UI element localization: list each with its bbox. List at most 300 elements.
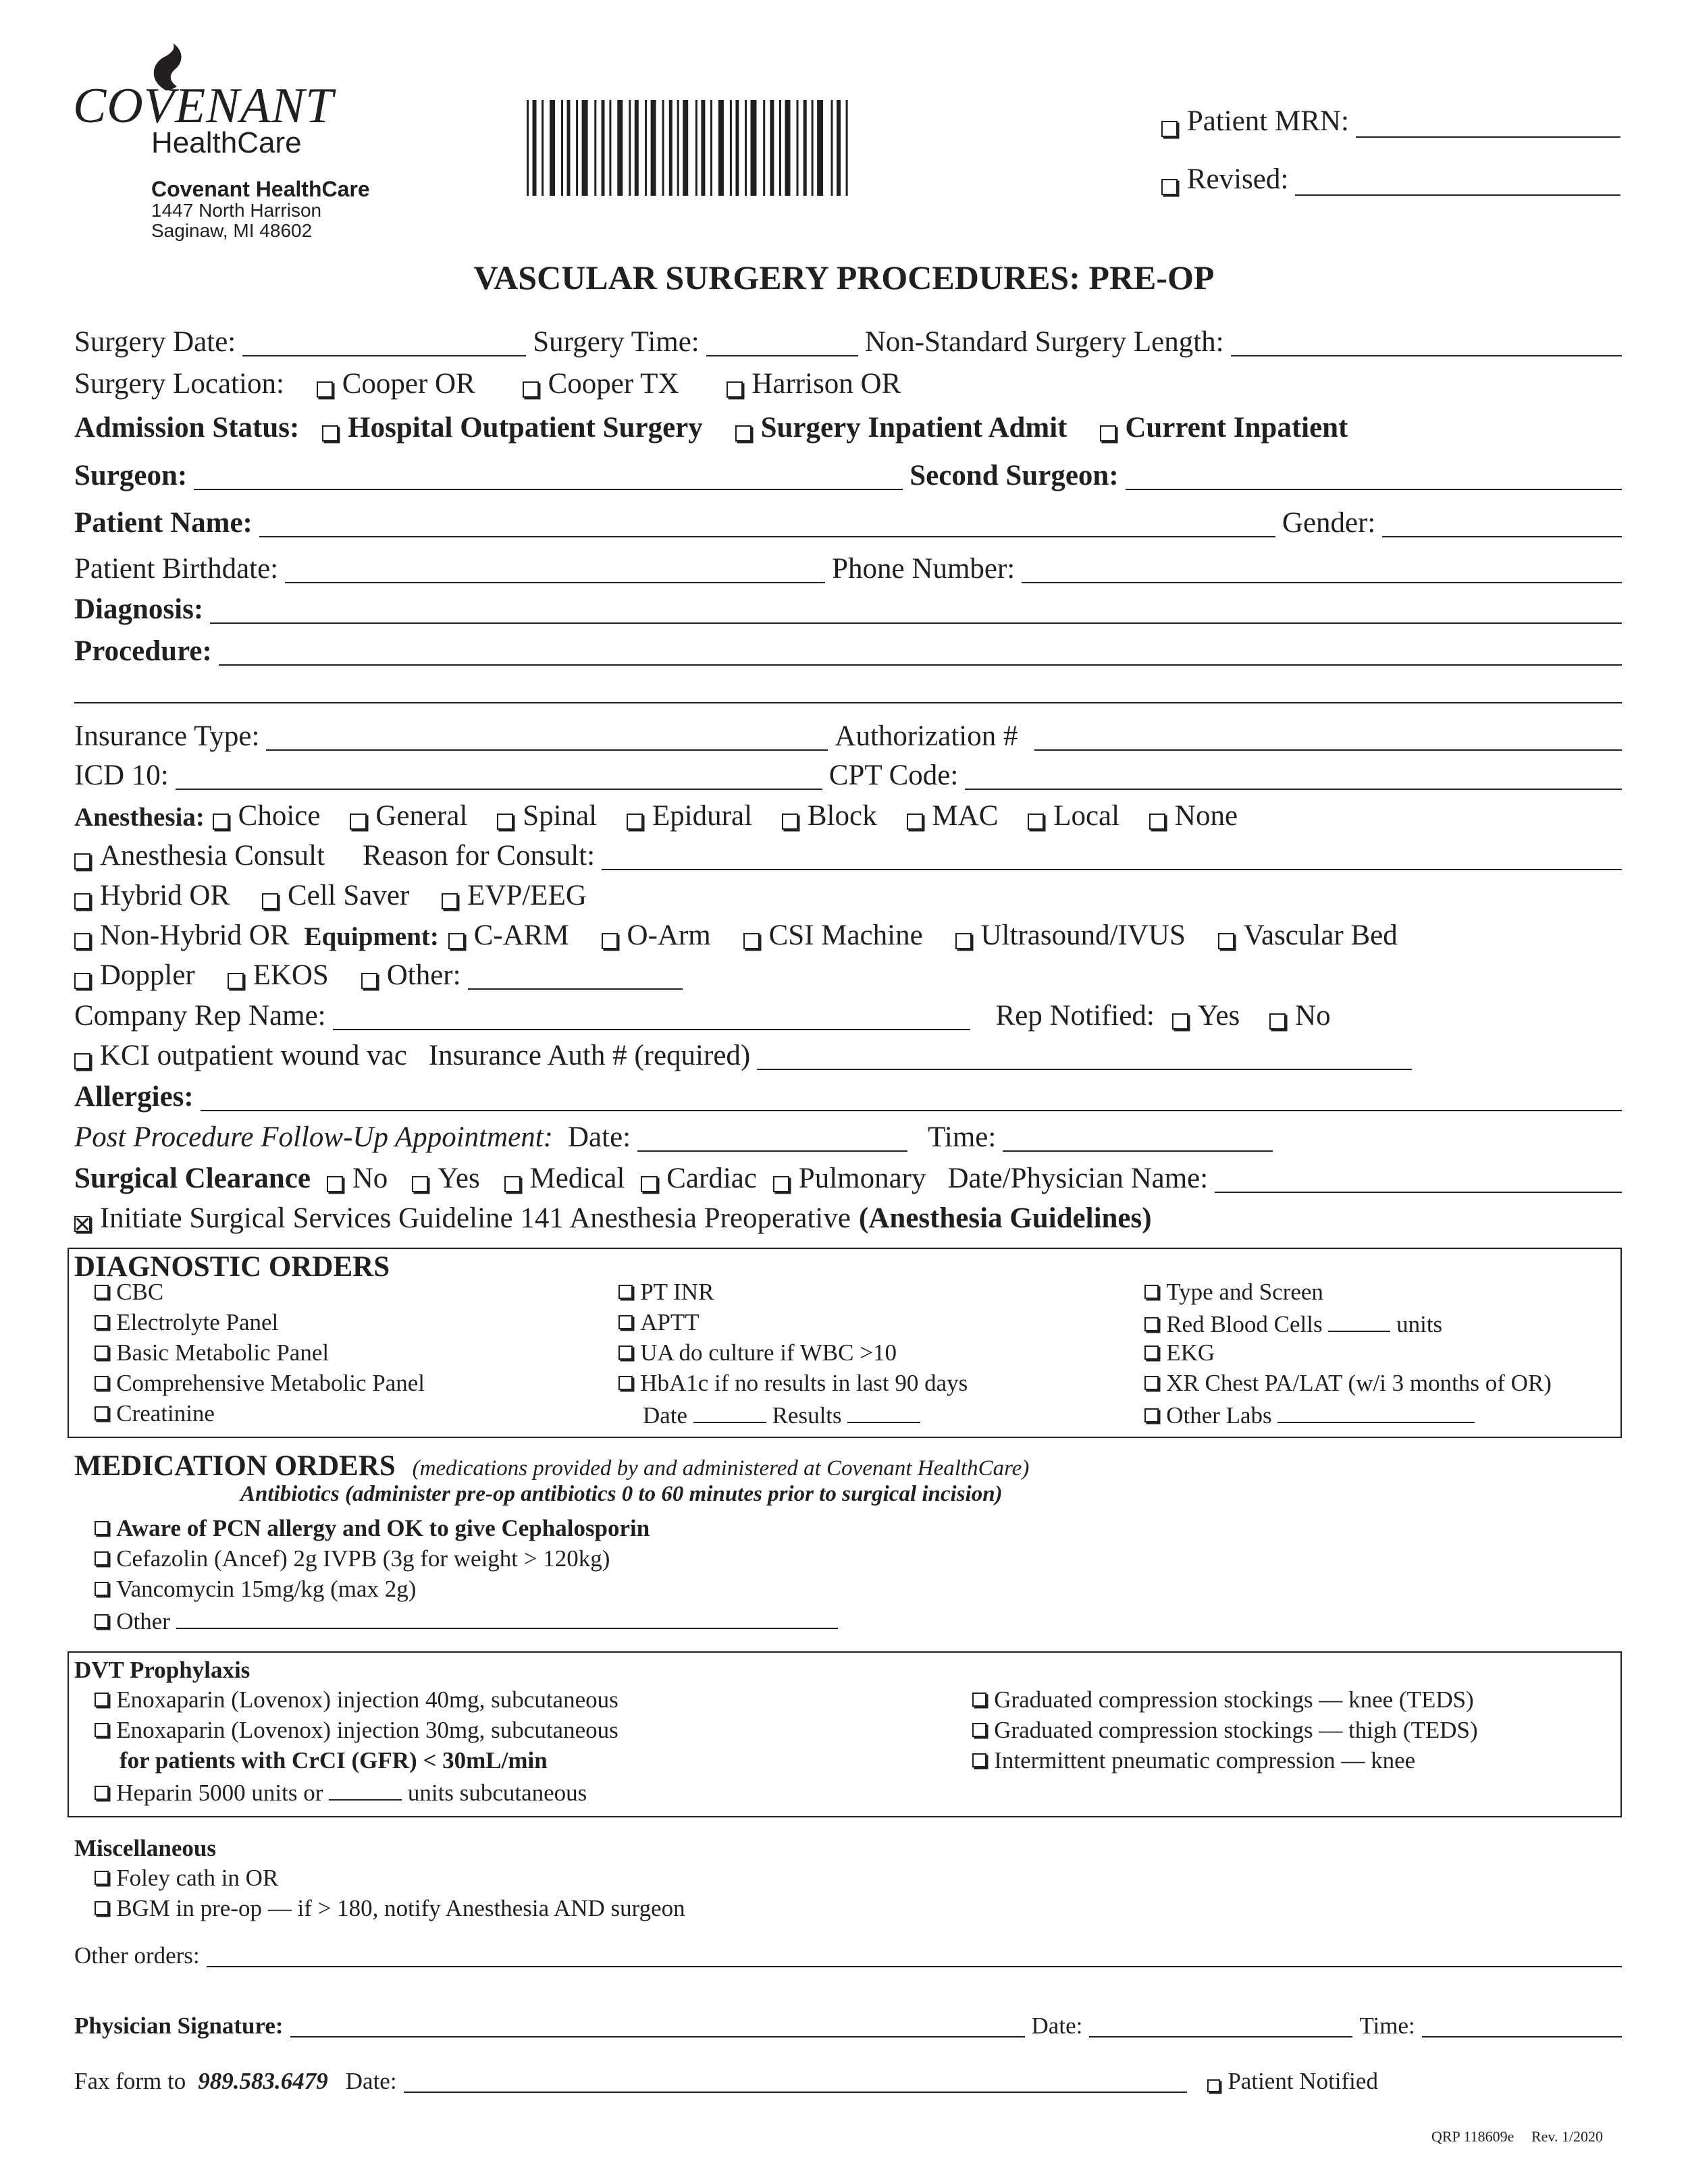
diag-electrolyte-checkbox[interactable] <box>95 1315 109 1329</box>
diag-electrolyte-label: Electrolyte Panel <box>116 1309 279 1335</box>
insurance-auth-label: Insurance Auth # (required) <box>428 1040 751 1071</box>
barcode-bar <box>763 100 765 196</box>
signature-date-label: Date: <box>1031 2013 1083 2039</box>
fax-number: 989.583.6479 <box>198 2068 328 2094</box>
med-other-line[interactable] <box>176 1607 838 1629</box>
med-other[interactable] <box>95 1607 838 1633</box>
anesthesia-local-label: Local <box>1053 800 1120 832</box>
evp-eeg-checkbox[interactable] <box>442 893 458 909</box>
diag-aptt[interactable] <box>618 1310 700 1334</box>
cell-saver-label: Cell Saver <box>287 880 410 911</box>
row-anesthesia-consult <box>74 834 1622 870</box>
diag-creatinine-checkbox[interactable] <box>95 1406 109 1420</box>
admission-outpatient-label: Hospital Outpatient Surgery <box>348 412 703 444</box>
kci-checkbox[interactable] <box>74 1053 90 1069</box>
admission-inpatient-admit-label: Surgery Inpatient Admit <box>760 412 1067 444</box>
insurance-type-label: Insurance Type: <box>74 720 260 752</box>
barcode-bar <box>602 100 605 196</box>
barcode-bar <box>609 100 611 196</box>
admission-outpatient-checkbox[interactable] <box>322 425 338 442</box>
diag-creatinine[interactable] <box>95 1402 215 1425</box>
admission-current-inpatient-label: Current Inpatient <box>1125 412 1348 444</box>
dvt-stockings-knee-label: Graduated compression stockings — knee (TEDS) <box>994 1686 1474 1713</box>
barcode-bar <box>730 100 732 196</box>
birthdate-line[interactable] <box>285 558 825 583</box>
barcode-bar <box>617 100 623 196</box>
row-surgeon <box>74 454 1622 490</box>
diag-ua[interactable] <box>618 1341 897 1364</box>
med-cefazolin-checkbox[interactable] <box>95 1551 109 1566</box>
barcode-bar <box>677 100 679 196</box>
rep-notified-yes-label: Yes <box>1197 1000 1240 1032</box>
med-aware-pcn[interactable] <box>95 1516 650 1540</box>
initiate-guideline-label: Initiate Surgical Services Guideline 141 Anesthesia Preoperative <box>99 1202 851 1234</box>
clearance-no-checkbox[interactable] <box>327 1176 343 1192</box>
barcode-bar <box>812 100 814 196</box>
ekos-label: EKOS <box>253 959 329 991</box>
diag-type-screen-label: Type and Screen <box>1166 1279 1323 1305</box>
row-fax <box>74 2060 1622 2093</box>
row-anesthesia <box>74 794 1622 830</box>
barcode-bar <box>645 100 647 196</box>
dvt-pneumatic-checkbox[interactable] <box>972 1753 986 1767</box>
surgery-time-label: Surgery Time: <box>533 326 700 358</box>
follow-up-time-label: Time: <box>928 1121 997 1153</box>
rep-notified-yes-checkbox[interactable] <box>1172 1013 1188 1030</box>
other-equipment-checkbox[interactable] <box>361 973 377 989</box>
barcode-bar <box>710 100 712 196</box>
other-orders-line[interactable] <box>207 1946 1622 1967</box>
diagnostic-orders-title: DIAGNOSTIC ORDERS <box>74 1251 390 1283</box>
initiate-guideline-checkbox[interactable] <box>74 1216 90 1232</box>
dvt-heparin-units-line[interactable] <box>329 1779 402 1801</box>
anesthesia-mac-label: MAC <box>932 800 999 832</box>
birthdate-label: Patient Birthdate: <box>74 553 279 585</box>
signature-time-line[interactable] <box>1422 2016 1622 2037</box>
admission-current-inpatient-checkbox[interactable] <box>1100 425 1116 442</box>
diag-rbc-label: Red Blood Cells <box>1166 1311 1323 1337</box>
diag-type-screen[interactable] <box>1144 1280 1323 1304</box>
barcode-bar <box>701 100 705 196</box>
clearance-medical-label: Medical <box>529 1163 625 1194</box>
diag-electrolyte[interactable] <box>95 1310 278 1334</box>
clearance-no-label: No <box>352 1163 388 1194</box>
surgery-time-line[interactable] <box>706 331 858 356</box>
medication-orders-title: MEDICATION ORDERS <box>74 1450 396 1482</box>
reason-for-consult-line[interactable] <box>602 845 1622 870</box>
dvt-crci-note: for patients with CrCI (GFR) < 30mL/min <box>120 1747 548 1774</box>
icd10-line[interactable] <box>176 764 822 790</box>
row-equipment <box>74 913 1622 950</box>
follow-up-date-line[interactable] <box>637 1126 907 1152</box>
barcode-bar <box>803 100 807 196</box>
diag-cbc-label: CBC <box>116 1279 164 1305</box>
equipment-carm-checkbox[interactable] <box>448 933 465 949</box>
row-hybrid <box>74 874 1622 910</box>
gender-line[interactable] <box>1382 512 1622 537</box>
diag-other-labs-checkbox[interactable] <box>1144 1408 1159 1422</box>
evp-eeg-label: EVP/EEG <box>467 880 587 911</box>
barcode-bar <box>745 100 747 196</box>
patient-mrn-field[interactable] <box>1161 101 1620 138</box>
row-surgery-location <box>74 362 1622 398</box>
diag-pt-inr[interactable] <box>618 1280 714 1304</box>
row-surgery-date <box>74 320 1622 356</box>
diag-cmp-checkbox[interactable] <box>95 1376 109 1390</box>
row-company-rep <box>74 994 1622 1030</box>
patient-mrn-line[interactable] <box>1356 112 1620 138</box>
form-revision: Rev. 1/2020 <box>1531 2128 1604 2145</box>
barcode-bar <box>718 100 724 196</box>
dvt-heparin-checkbox[interactable] <box>95 1786 109 1800</box>
barcode-bar <box>846 100 848 196</box>
allergies-line[interactable] <box>201 1086 1622 1111</box>
patient-notified-label: Patient Notified <box>1228 2068 1378 2094</box>
patient-mrn-checkbox[interactable] <box>1161 121 1178 137</box>
barcode-bar <box>594 100 596 196</box>
med-vancomycin[interactable] <box>95 1577 416 1601</box>
dvt-title: DVT Prophylaxis <box>74 1657 250 1683</box>
physician-signature-label: Physician Signature: <box>74 2013 284 2039</box>
diag-xr-chest-checkbox[interactable] <box>1144 1376 1159 1390</box>
diagnosis-label: Diagnosis: <box>74 593 204 625</box>
surgery-date-line[interactable] <box>242 331 526 356</box>
org-name: Covenant HealthCare <box>151 177 370 201</box>
diag-cbc-checkbox[interactable] <box>95 1285 109 1299</box>
barcode-bar <box>527 100 529 196</box>
equipment-csi-checkbox[interactable] <box>743 933 760 949</box>
barcode-bar <box>797 100 799 196</box>
anesthesia-choice-label: Choice <box>238 800 321 832</box>
equipment-oarm-label: O-Arm <box>627 920 711 951</box>
hba1c-date-label: Date <box>643 1402 688 1429</box>
row-other-orders <box>74 1935 1622 1967</box>
diag-rbc-units-label: units <box>1396 1311 1443 1337</box>
diag-cbc[interactable] <box>95 1280 163 1304</box>
med-other-label: Other <box>116 1608 170 1634</box>
dvt-enoxaparin-30[interactable] <box>95 1718 618 1742</box>
location-cooper-or-checkbox[interactable] <box>317 381 333 398</box>
location-cooper-tx-label: Cooper TX <box>548 368 679 400</box>
diag-xr-chest[interactable] <box>1144 1371 1552 1395</box>
cpt-code-label: CPT Code: <box>828 760 959 791</box>
row-kci <box>74 1034 1622 1070</box>
diag-aptt-label: APTT <box>640 1309 700 1335</box>
hybrid-or-checkbox[interactable] <box>74 893 90 909</box>
med-other-checkbox[interactable] <box>95 1614 109 1628</box>
fax-date-line[interactable] <box>404 2071 1187 2093</box>
logo-wordmark: COVENANT <box>73 78 334 134</box>
follow-up-time-line[interactable] <box>1003 1126 1273 1152</box>
row-admission-status <box>74 406 1622 442</box>
phone-number-label: Phone Number: <box>832 553 1016 585</box>
clearance-yes-label: Yes <box>438 1163 480 1194</box>
signature-date-line[interactable] <box>1089 2016 1352 2037</box>
med-vancomycin-checkbox[interactable] <box>95 1582 109 1596</box>
ekos-checkbox[interactable] <box>228 973 244 989</box>
revised-checkbox[interactable] <box>1161 179 1178 195</box>
hba1c-results-label: Results <box>772 1402 842 1429</box>
diagnosis-line[interactable] <box>210 598 1622 624</box>
barcode-bar <box>683 100 688 196</box>
barcode-bar <box>817 100 823 196</box>
post-procedure-label: Post Procedure Follow-Up Appointment: <box>74 1121 553 1153</box>
equipment-ultrasound-label: Ultrasound/IVUS <box>980 920 1186 951</box>
surgeon-line[interactable] <box>194 464 903 490</box>
company-rep-name-line[interactable] <box>333 1005 970 1030</box>
diag-ekg-checkbox[interactable] <box>1144 1346 1159 1360</box>
barcode-bar <box>785 100 791 196</box>
barcode-bar <box>751 100 757 196</box>
diag-hba1c-checkbox[interactable] <box>618 1376 633 1390</box>
surgical-clearance-label: Surgical Clearance <box>74 1163 311 1194</box>
misc-title: Miscellaneous <box>74 1835 216 1861</box>
clearance-cardiac-checkbox[interactable] <box>641 1176 657 1192</box>
doppler-label: Doppler <box>99 959 195 991</box>
diag-other-labs[interactable] <box>1144 1402 1475 1427</box>
authorization-label: Authorization # <box>835 720 1018 752</box>
row-patient-name <box>74 501 1622 537</box>
barcode <box>527 100 952 196</box>
dvt-stockings-knee-checkbox[interactable] <box>972 1693 986 1707</box>
insurance-type-line[interactable] <box>266 725 828 751</box>
second-surgeon-line[interactable] <box>1126 464 1622 490</box>
anesthesia-general-checkbox[interactable] <box>350 814 366 830</box>
reason-for-consult-label: Reason for Consult: <box>363 840 596 872</box>
misc-foley-label: Foley cath in OR <box>116 1865 279 1891</box>
form-code <box>1431 2128 1603 2146</box>
doppler-checkbox[interactable] <box>74 973 90 989</box>
med-cefazolin-label: Cefazolin (Ancef) 2g IVPB (3g for weight > 120kg) <box>116 1545 610 1572</box>
diag-ua-checkbox[interactable] <box>618 1346 633 1360</box>
anesthesia-block-label: Block <box>807 800 877 832</box>
row-procedure <box>74 629 1622 666</box>
row-follow-up <box>74 1115 1622 1152</box>
authorization-line[interactable] <box>1034 725 1623 751</box>
dvt-stockings-thigh[interactable] <box>972 1718 1478 1742</box>
misc-foley[interactable] <box>95 1866 278 1890</box>
diag-bmp-checkbox[interactable] <box>95 1346 109 1360</box>
patient-notified-checkbox[interactable] <box>1207 2079 1221 2093</box>
date-physician-line[interactable] <box>1215 1167 1622 1193</box>
date-physician-label: Date/Physician Name: <box>947 1163 1209 1194</box>
anesthesia-local-checkbox[interactable] <box>1028 814 1044 830</box>
icd10-label: ICD 10: <box>74 760 169 791</box>
barcode-bar <box>695 100 697 196</box>
diag-rbc-checkbox[interactable] <box>1144 1317 1159 1331</box>
phone-number-line[interactable] <box>1022 558 1622 583</box>
diag-ua-label: UA do culture if WBC >10 <box>640 1339 897 1366</box>
diag-type-screen-checkbox[interactable] <box>1144 1285 1159 1299</box>
anesthesia-label: Anesthesia: <box>74 803 205 832</box>
company-rep-name-label: Company Rep Name: <box>74 1000 326 1032</box>
location-cooper-or-label: Cooper OR <box>342 368 475 400</box>
clearance-medical-checkbox[interactable] <box>504 1176 521 1192</box>
anesthesia-mac-checkbox[interactable] <box>907 814 923 830</box>
anesthesia-none-label: None <box>1174 800 1238 832</box>
diag-bmp[interactable] <box>95 1341 329 1364</box>
other-equipment-line[interactable] <box>468 964 683 990</box>
fax-to-label: Fax form to <box>74 2068 186 2094</box>
equipment-vascular-bed-checkbox[interactable] <box>1218 933 1234 949</box>
signature-time-label: Time: <box>1359 2013 1415 2039</box>
fax-date-label: Date: <box>345 2068 397 2094</box>
gender-label: Gender: <box>1282 507 1376 539</box>
barcode-bar <box>533 100 537 196</box>
med-aware-pcn-checkbox[interactable] <box>95 1521 109 1535</box>
anesthesia-none-checkbox[interactable] <box>1149 814 1165 830</box>
row-diagnosis <box>74 587 1622 624</box>
diag-hba1c-date-results <box>643 1402 920 1427</box>
follow-up-date-label: Date: <box>568 1121 631 1153</box>
medication-orders-subtitle: (medications provided by and administered at Covenant HealthCare) <box>412 1456 1030 1481</box>
physician-signature-line[interactable] <box>290 2016 1025 2037</box>
patient-mrn-label: Patient MRN: <box>1186 105 1349 137</box>
diag-xr-chest-label: XR Chest PA/LAT (w/i 3 months of OR) <box>1166 1370 1552 1396</box>
rep-notified-no-checkbox[interactable] <box>1269 1013 1286 1030</box>
medication-orders-heading <box>74 1451 1029 1481</box>
non-standard-length-label: Non-Standard Surgery Length: <box>864 326 1224 358</box>
diag-ekg-label: EKG <box>1166 1339 1215 1366</box>
clearance-yes-checkbox[interactable] <box>412 1176 428 1192</box>
surgeon-label: Surgeon: <box>74 460 188 491</box>
anesthesia-spinal-label: Spinal <box>523 800 598 832</box>
logo-subtitle: HealthCare <box>151 126 302 159</box>
revised-field[interactable] <box>1161 159 1620 196</box>
dvt-heparin-tail: units subcutaneous <box>407 1780 587 1806</box>
allergies-label: Allergies: <box>74 1081 194 1113</box>
diag-pt-inr-label: PT INR <box>640 1279 714 1305</box>
procedure-line-2[interactable] <box>74 702 1622 703</box>
misc-foley-checkbox[interactable] <box>95 1871 109 1885</box>
diag-ekg[interactable] <box>1144 1341 1215 1364</box>
non-standard-length-line[interactable] <box>1231 331 1622 356</box>
antibiotics-note: Antibiotics (administer pre-op antibiotics 0 to 60 minutes prior to surgical incision) <box>240 1482 1003 1506</box>
misc-bgm-label: BGM in pre-op — if > 180, notify Anesthesia AND surgeon <box>116 1895 685 1921</box>
clearance-pulmonary-checkbox[interactable] <box>773 1176 789 1192</box>
dvt-stockings-thigh-label: Graduated compression stockings — thigh (TEDS) <box>994 1717 1478 1743</box>
patient-name-label: Patient Name: <box>74 507 253 539</box>
cell-saver-checkbox[interactable] <box>262 893 278 909</box>
procedure-label: Procedure: <box>74 635 212 667</box>
row-surgical-clearance <box>74 1156 1622 1193</box>
location-harrison-or-label: Harrison OR <box>751 368 901 400</box>
other-equipment-label: Other: <box>386 959 461 991</box>
misc-bgm-checkbox[interactable] <box>95 1901 109 1915</box>
dvt-stockings-thigh-checkbox[interactable] <box>972 1723 986 1737</box>
diag-hba1c[interactable] <box>618 1371 968 1395</box>
anesthesia-block-checkbox[interactable] <box>782 814 798 830</box>
dvt-heparin-label: Heparin 5000 units or <box>116 1780 323 1806</box>
dvt-heparin[interactable] <box>95 1779 587 1805</box>
diag-other-labs-label: Other Labs <box>1166 1402 1272 1429</box>
clearance-pulmonary-label: Pulmonary <box>798 1163 926 1194</box>
dvt-stockings-knee[interactable] <box>972 1688 1474 1711</box>
diag-rbc[interactable] <box>1144 1310 1442 1336</box>
row-icd <box>74 753 1622 790</box>
location-cooper-tx-checkbox[interactable] <box>523 381 539 398</box>
location-harrison-or-checkbox[interactable] <box>727 381 743 398</box>
dvt-enoxaparin-30-checkbox[interactable] <box>95 1723 109 1737</box>
med-aware-pcn-label: Aware of PCN allergy and OK to give Cephalosporin <box>116 1515 650 1541</box>
anesthesia-choice-checkbox[interactable] <box>213 814 229 830</box>
equipment-vascular-bed-label: Vascular Bed <box>1243 920 1398 951</box>
med-vancomycin-label: Vancomycin 15mg/kg (max 2g) <box>116 1576 417 1602</box>
barcode-bar <box>635 100 639 196</box>
anesthesia-spinal-checkbox[interactable] <box>497 814 513 830</box>
non-hybrid-or-checkbox[interactable] <box>74 933 90 949</box>
diag-other-labs-line[interactable] <box>1277 1402 1475 1423</box>
barcode-bar <box>651 100 656 196</box>
barcode-bar <box>770 100 774 196</box>
row-physician-signature <box>74 2005 1622 2037</box>
barcode-bar <box>662 100 664 196</box>
barcode-bar <box>561 100 563 196</box>
dvt-pneumatic[interactable] <box>972 1749 1415 1772</box>
anesthesia-consult-label: Anesthesia Consult <box>99 840 325 872</box>
diag-rbc-units-line[interactable] <box>1328 1310 1390 1332</box>
form-code-number: QRP 118609e <box>1431 2128 1514 2145</box>
dvt-pneumatic-label: Intermittent pneumatic compression — knee <box>994 1747 1416 1774</box>
equipment-csi-label: CSI Machine <box>768 920 923 951</box>
insurance-auth-line[interactable] <box>757 1044 1412 1070</box>
diag-aptt-checkbox[interactable] <box>618 1315 633 1329</box>
hba1c-date-line[interactable] <box>693 1402 766 1423</box>
org-address-line2: Saginaw, MI 48602 <box>151 220 313 241</box>
hba1c-results-line[interactable] <box>847 1402 920 1423</box>
row-initiate-guideline <box>74 1196 1622 1233</box>
diag-cmp-label: Comprehensive Metabolic Panel <box>116 1370 425 1396</box>
clearance-cardiac-label: Cardiac <box>666 1163 757 1194</box>
procedure-line[interactable] <box>219 640 1622 666</box>
row-allergies <box>74 1075 1622 1111</box>
dvt-enoxaparin-40-checkbox[interactable] <box>95 1693 109 1707</box>
barcode-bar <box>779 100 781 196</box>
surgery-date-label: Surgery Date: <box>74 326 236 358</box>
admission-inpatient-admit-checkbox[interactable] <box>735 425 751 442</box>
barcode-bar <box>629 100 631 196</box>
misc-bgm[interactable] <box>95 1896 685 1920</box>
diag-cmp[interactable] <box>95 1371 425 1395</box>
anesthesia-consult-checkbox[interactable] <box>74 853 90 870</box>
anesthesia-general-label: General <box>375 800 468 832</box>
diag-pt-inr-checkbox[interactable] <box>618 1285 633 1299</box>
rep-notified-no-label: No <box>1295 1000 1331 1032</box>
barcode-bar <box>542 100 544 196</box>
org-address-line1: 1447 North Harrison <box>151 200 322 221</box>
surgery-location-label: Surgery Location: <box>74 368 284 400</box>
admission-status-label: Admission Status: <box>74 412 300 444</box>
dvt-enoxaparin-40-label: Enoxaparin (Lovenox) injection 40mg, subcutaneous <box>116 1686 618 1713</box>
anesthesia-epidural-checkbox[interactable] <box>627 814 643 830</box>
cpt-code-line[interactable] <box>965 764 1622 790</box>
non-hybrid-or-label: Non-Hybrid OR <box>99 920 290 951</box>
barcode-bar <box>831 100 833 196</box>
dvt-enoxaparin-40[interactable] <box>95 1688 618 1711</box>
revised-line[interactable] <box>1295 170 1620 196</box>
row-doppler <box>74 953 1622 990</box>
hybrid-or-label: Hybrid OR <box>99 880 230 911</box>
patient-name-line[interactable] <box>259 512 1275 537</box>
kci-label: KCI outpatient wound vac <box>99 1040 407 1071</box>
barcode-bar <box>576 100 578 196</box>
med-cefazolin[interactable] <box>95 1547 610 1570</box>
dvt-enoxaparin-30-label: Enoxaparin (Lovenox) injection 30mg, subcutaneous <box>116 1717 618 1743</box>
barcode-bar <box>550 100 555 196</box>
equipment-oarm-checkbox[interactable] <box>602 933 618 949</box>
equipment-ultrasound-checkbox[interactable] <box>955 933 972 949</box>
second-surgeon-label: Second Surgeon: <box>909 460 1119 491</box>
